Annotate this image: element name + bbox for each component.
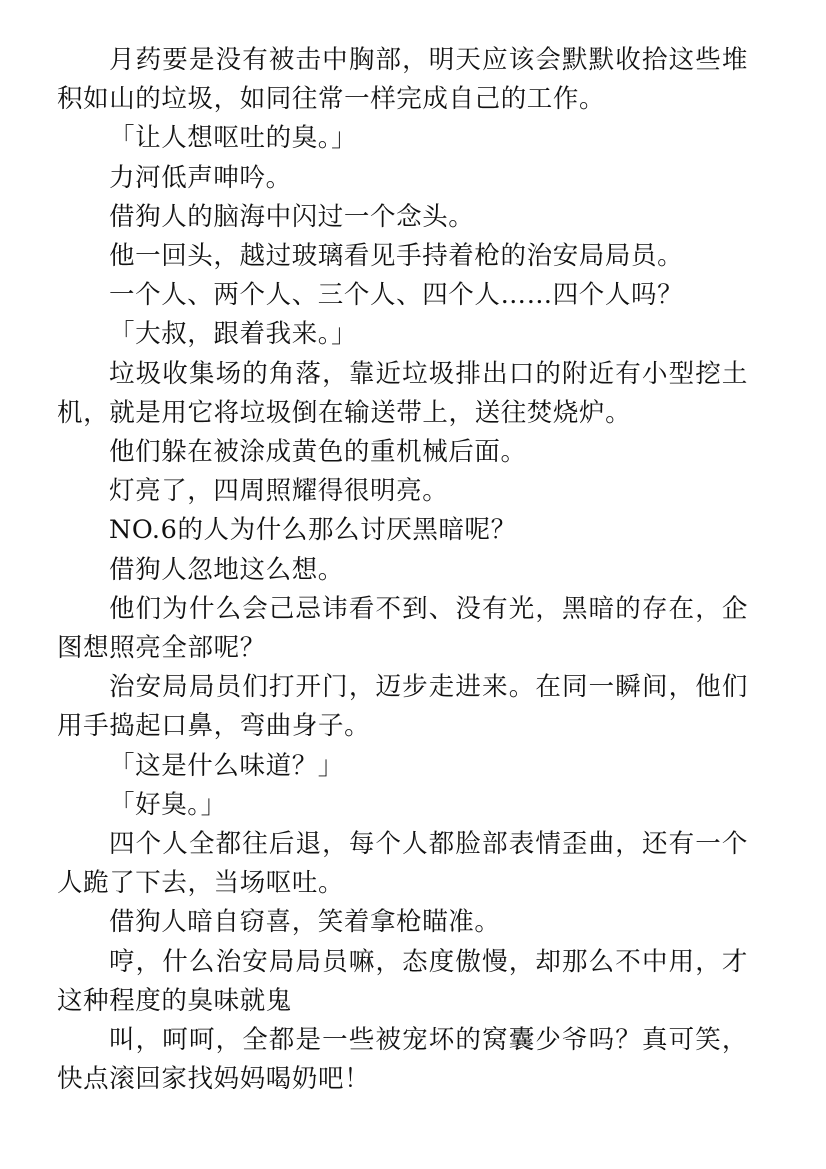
paragraph: 哼，什么治安局局员嘛，态度傲慢，却那么不中用，才这种程度的臭味就鬼	[57, 946, 748, 1016]
paragraph: 他一回头，越过玻璃看见手持着枪的治安局局员。	[109, 241, 684, 272]
paragraph: 「这是什么味道？」	[109, 750, 344, 781]
paragraph: 他们躲在被涂成黄色的重机械后面。	[109, 437, 527, 468]
paragraph: 借狗人忽地这么想。	[109, 554, 344, 585]
paragraph: NO.6的人为什么那么讨厌黑暗呢？	[109, 515, 517, 546]
paragraph: 四个人全都往后退，每个人都脸部表情歪曲，还有一个人跪了下去，当场呕吐。	[57, 829, 748, 899]
paragraph: 他们为什么会己忌讳看不到、没有光，黑暗的存在，企图想照亮全部呢？	[57, 593, 748, 664]
paragraph: 「大叔，跟着我来。」	[109, 319, 358, 350]
paragraph: 借狗人暗自窃喜，笑着拿枪瞄准。	[109, 907, 501, 938]
paragraph: 一个人、两个人、三个人、四个人……四个人吗？	[109, 280, 684, 311]
paragraph: 「好臭。」	[109, 789, 227, 820]
paragraph: 垃圾收集场的角落，靠近垃圾排出口的附近有小型挖土机，就是用它将垃圾倒在输送带上，送往焚烧炉。	[57, 358, 748, 428]
paragraph: 「让人想呕吐的臭。」	[109, 123, 358, 154]
paragraph: 叫，呵呵，全都是一些被宠坏的窝囊少爷吗？真可笑，快点滚回家找妈妈喝奶吧！	[57, 1025, 748, 1095]
paragraph: 治安局局员们打开门，迈步走进来。在同一瞬间，他们用手捣起口鼻，弯曲身子。	[57, 672, 748, 742]
paragraph: 力河低声呻吟。	[109, 162, 292, 193]
paragraph: 灯亮了，四周照耀得很明亮。	[109, 476, 449, 507]
paragraph: 月药要是没有被击中胸部，明天应该会默默收拾这些堆积如山的垃圾，如同往常一样完成自己的工作。	[57, 45, 748, 115]
paragraph: 借狗人的脑海中闪过一个念头。	[109, 201, 475, 232]
